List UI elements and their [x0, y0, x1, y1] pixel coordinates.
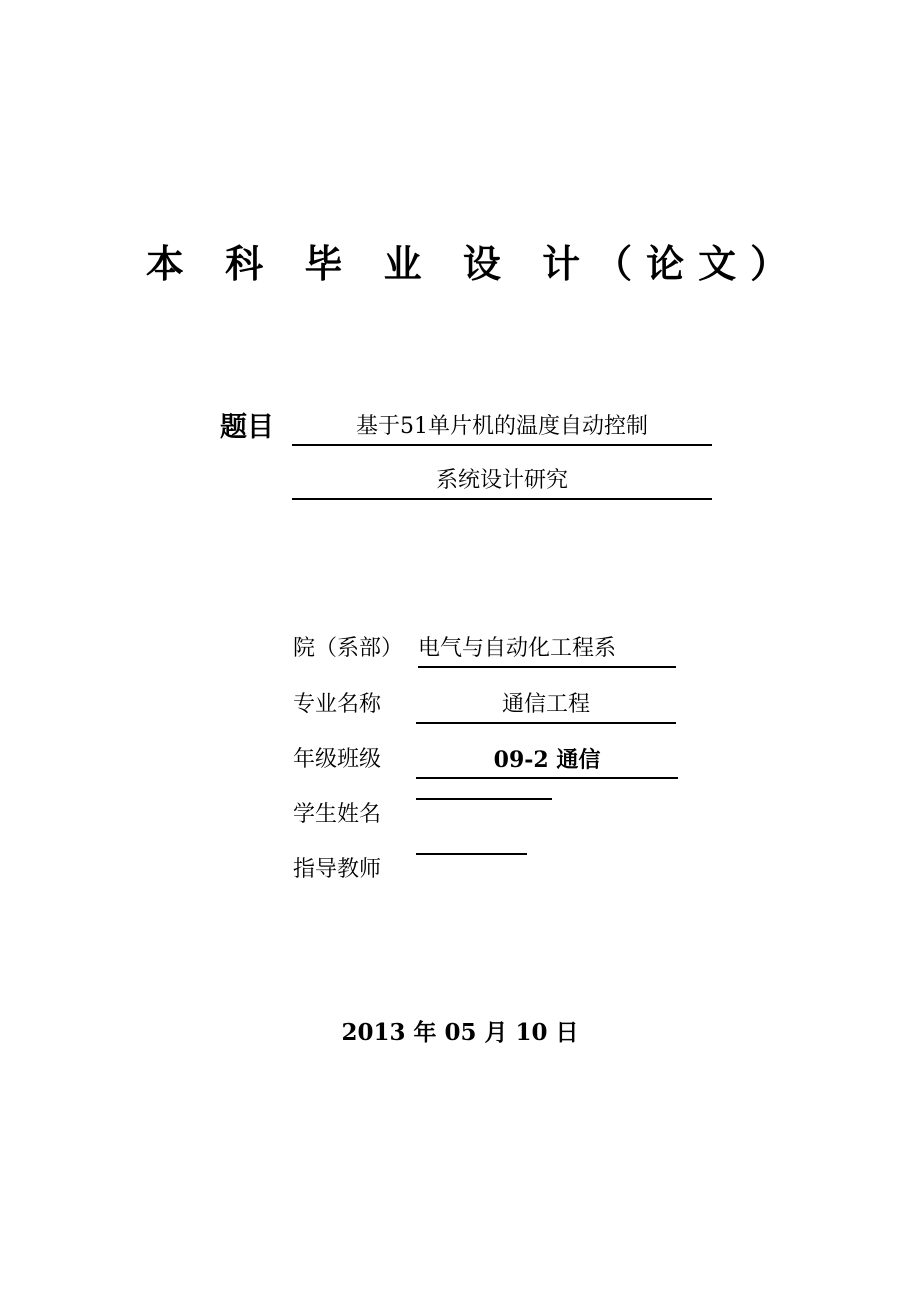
major-value: 通信工程: [416, 688, 676, 724]
submission-date: 2013 年 05 月 10 日: [341, 1019, 579, 1046]
advisor-label: 指导教师: [293, 857, 382, 882]
major-label: 专业名称: [293, 692, 382, 717]
cover-title: 本 科 毕 业 设 计（论文）: [145, 242, 803, 286]
subject-line-1: 基于51单片机的温度自动控制: [292, 410, 712, 446]
subject-line-2: 系统设计研究: [292, 464, 712, 500]
department-label: 院（系部）: [293, 636, 404, 661]
class-label: 年级班级: [293, 747, 382, 772]
student-name-label: 学生姓名: [293, 802, 382, 827]
department-value: 电气与自动化工程系: [418, 632, 676, 668]
class-value: 09-2 通信: [416, 743, 678, 779]
advisor-value: [416, 853, 527, 855]
subject-label: 题目: [220, 412, 274, 443]
student-name-value: [416, 798, 552, 800]
